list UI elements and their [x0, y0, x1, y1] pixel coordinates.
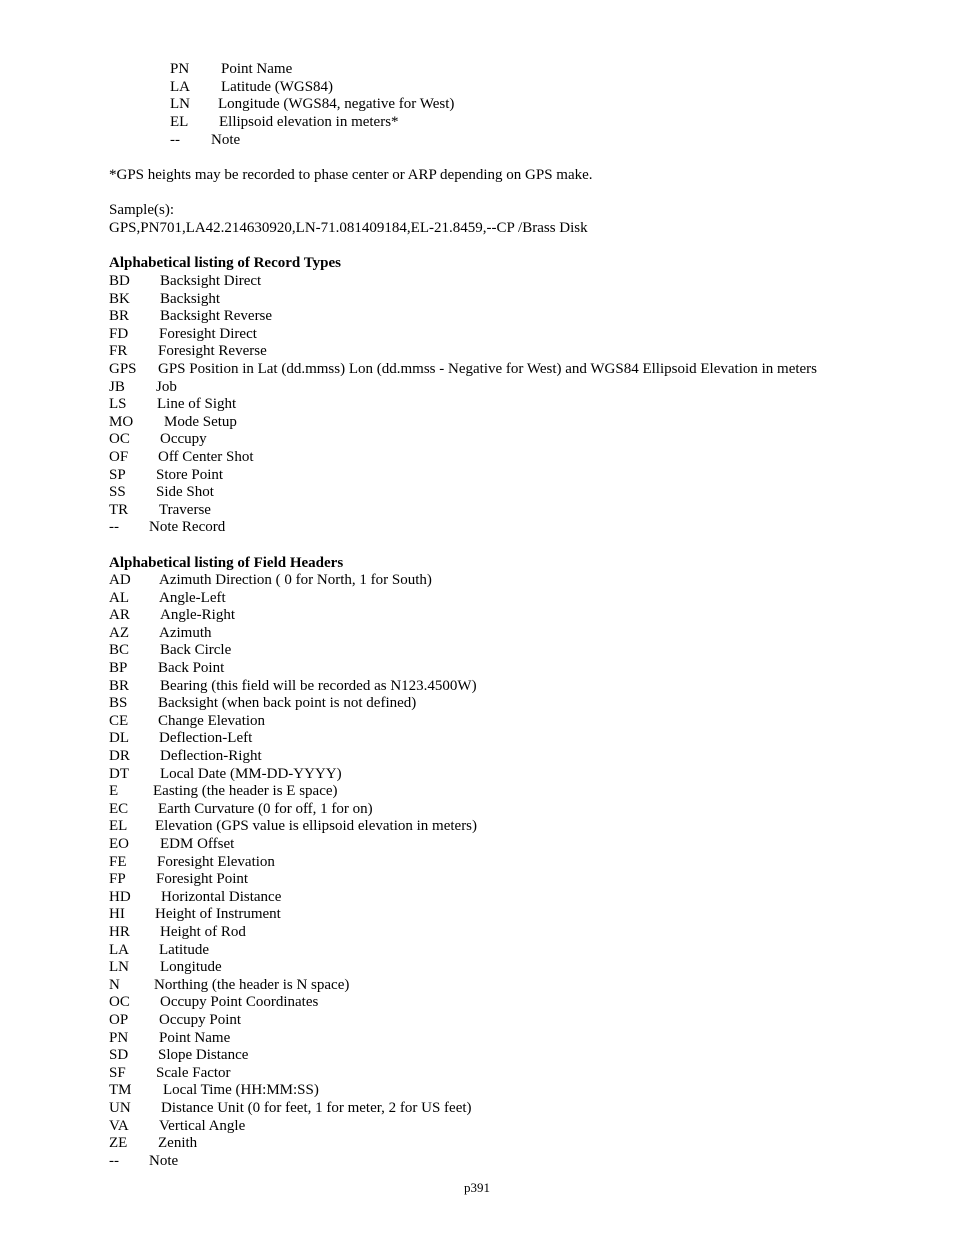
item-description: Occupy Point: [159, 1012, 242, 1028]
item-code: FP: [109, 871, 126, 888]
item-description: Foresight Reverse: [158, 343, 267, 360]
field-description: Point Name: [221, 61, 293, 77]
item-description: Zenith: [158, 1135, 198, 1152]
item-description: Angle-Right: [160, 607, 235, 624]
item-description: Note Record: [149, 519, 226, 536]
field-description: Ellipsoid elevation in meters*: [219, 114, 399, 130]
item-code: BD: [109, 273, 130, 289]
item-code: GPS: [109, 361, 137, 377]
item-description: Height of Rod: [160, 924, 246, 940]
item-description: Bearing (this field will be recorded as N123.4500W): [160, 677, 477, 694]
item-description: Off Center Shot: [158, 449, 254, 465]
item-description: Local Date (MM-DD-YYYY): [160, 765, 342, 782]
item-code: DR: [109, 748, 130, 764]
field-code: LA: [170, 79, 190, 95]
item-description: Foresight Point: [156, 871, 249, 888]
item-code: OC: [109, 431, 130, 448]
item-code: SS: [109, 484, 126, 501]
item-description: Deflection-Left: [159, 730, 253, 747]
item-code: N: [109, 976, 120, 993]
item-description: Line of Sight: [157, 396, 237, 413]
item-code: AR: [109, 607, 130, 624]
item-description: Backsight: [160, 290, 220, 307]
item-description: Store Point: [156, 466, 224, 483]
item-description: Foresight Direct: [159, 325, 257, 342]
item-description: Foresight Elevation: [157, 853, 275, 870]
samples-label: Sample(s):: [109, 202, 174, 218]
item-code: FR: [109, 343, 128, 360]
item-code: FE: [109, 853, 127, 870]
item-code: MO: [109, 413, 134, 430]
item-description: Deflection-Right: [160, 748, 262, 764]
item-code: LS: [109, 396, 127, 413]
item-description: Change Elevation: [158, 712, 266, 729]
item-description: GPS Position in Lat (dd.mmss) Lon (dd.mmss - Negative for West) and WGS84 Ellipsoid Elevation in meters: [158, 361, 818, 377]
item-description: Scale Factor: [156, 1064, 231, 1081]
item-code: E: [109, 783, 119, 800]
field-description: Latitude (WGS84): [221, 79, 334, 95]
item-description: Earth Curvature (0 for off, 1 for on): [158, 800, 373, 817]
item-code: AZ: [109, 624, 129, 641]
item-description: Note: [149, 1152, 179, 1169]
item-code: AL: [109, 589, 129, 606]
item-description: Azimuth: [159, 624, 212, 641]
item-code: PN: [109, 1029, 129, 1046]
item-description: Occupy Point Coordinates: [160, 994, 319, 1011]
item-code: --: [109, 1152, 119, 1169]
item-code: BR: [109, 677, 130, 694]
item-code: BC: [109, 642, 130, 659]
item-description: Slope Distance: [158, 1047, 249, 1064]
gps-height-footnote: *GPS heights may be recorded to phase center or ARP depending on GPS make.: [109, 167, 593, 183]
item-description: Occupy: [160, 431, 207, 448]
item-code: LA: [109, 941, 129, 958]
item-description: Vertical Angle: [159, 1117, 246, 1134]
item-code: VA: [109, 1117, 129, 1134]
item-code: UN: [109, 1100, 131, 1116]
item-description: Azimuth Direction ( 0 for North, 1 for South): [159, 572, 432, 588]
item-code: CE: [109, 712, 129, 729]
item-description: Local Time (HH:MM:SS): [163, 1082, 319, 1099]
sample-line: GPS,PN701,LA42.214630920,LN-71.081409184,EL-21.8459,--CP /Brass Disk: [109, 220, 588, 236]
item-code: HI: [109, 906, 125, 923]
field-description: Note: [211, 132, 241, 148]
item-description: Back Circle: [160, 642, 232, 659]
item-code: HD: [109, 888, 131, 905]
field-headers-heading: Alphabetical listing of Field Headers: [109, 555, 344, 571]
item-code: JB: [109, 378, 125, 395]
record-types-heading: Alphabetical listing of Record Types: [109, 255, 341, 271]
item-description: Northing (the header is N space): [154, 976, 350, 993]
item-description: Height of Instrument: [155, 906, 281, 923]
item-code: FD: [109, 325, 129, 342]
item-code: EO: [109, 836, 129, 852]
item-description: Backsight (when back point is not defined): [158, 695, 417, 712]
item-description: Backsight Reverse: [160, 308, 273, 325]
item-code: DL: [109, 730, 129, 747]
page-number: p391: [464, 1180, 490, 1195]
item-description: Back Point: [158, 660, 225, 676]
item-code: HR: [109, 924, 130, 940]
item-code: DT: [109, 765, 129, 782]
item-code: TR: [109, 501, 129, 518]
item-description: Point Name: [159, 1029, 231, 1046]
item-description: Traverse: [159, 501, 211, 518]
item-description: Job: [156, 378, 177, 395]
item-code: BP: [109, 660, 128, 676]
item-code: BS: [109, 695, 128, 712]
field-code: EL: [170, 114, 189, 130]
item-description: Angle-Left: [159, 589, 226, 606]
item-code: SD: [109, 1047, 129, 1064]
item-description: Backsight Direct: [160, 273, 262, 289]
item-description: Side Shot: [156, 484, 214, 501]
item-description: Elevation (GPS value is ellipsoid elevation in meters): [155, 818, 478, 835]
item-code: ZE: [109, 1135, 128, 1152]
item-code: OC: [109, 994, 130, 1011]
item-code: SP: [109, 466, 126, 483]
item-description: Easting (the header is E space): [153, 783, 338, 800]
item-code: TM: [109, 1082, 132, 1099]
item-code: OF: [109, 449, 129, 465]
item-code: EL: [109, 818, 128, 835]
item-code: EC: [109, 800, 129, 817]
item-description: Horizontal Distance: [161, 888, 282, 905]
field-description: Longitude (WGS84, negative for West): [218, 96, 455, 112]
item-code: BK: [109, 290, 130, 307]
field-code: PN: [170, 61, 190, 77]
item-code: OP: [109, 1012, 129, 1028]
item-description: Latitude: [159, 941, 209, 958]
item-code: SF: [109, 1064, 126, 1081]
item-code: AD: [109, 572, 131, 588]
item-description: Distance Unit (0 for feet, 1 for meter, 2 for US feet): [161, 1100, 472, 1116]
item-code: LN: [109, 959, 129, 976]
item-description: EDM Offset: [160, 836, 235, 852]
item-code: BR: [109, 308, 130, 325]
field-code: --: [170, 132, 180, 148]
item-code: --: [109, 519, 119, 536]
field-code: LN: [170, 96, 190, 112]
item-description: Longitude: [160, 959, 222, 976]
item-description: Mode Setup: [164, 413, 237, 430]
